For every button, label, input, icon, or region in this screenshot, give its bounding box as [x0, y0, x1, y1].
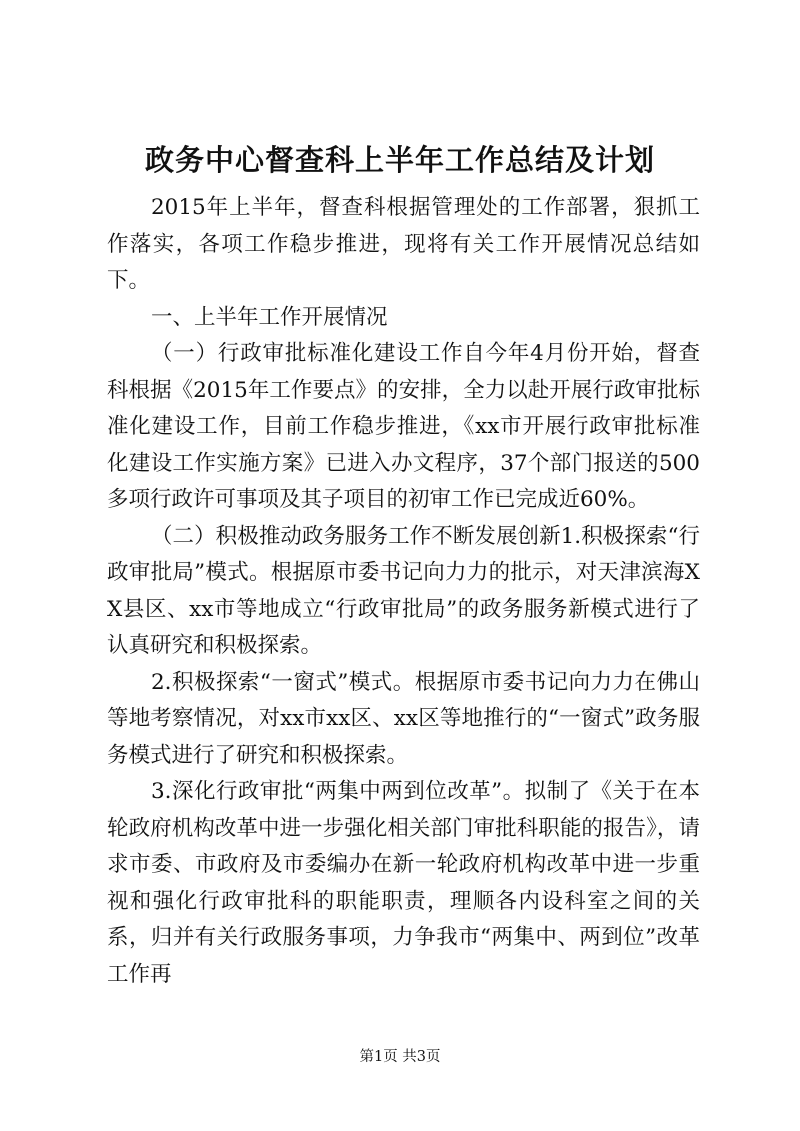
- paragraph-item-3: 2.积极探索“一窗式”模式。根据原市委书记向力力在佛山等地考察情况，对xx市xx区、xx区等地推行的“一窗式”政务服务模式进行了研究和积极探索。: [107, 669, 700, 768]
- intro-paragraph: 2015年上半年，督查科根据管理处的工作部署，狠抓工作落实，各项工作稳步推进，现将有关工作开展情况总结如下。: [107, 195, 700, 293]
- paragraph-item-2: （二）积极推动政务服务工作不断发展创新1.积极探索“行政审批局”模式。根据原市委书记向力力的批示，对天津滨海XX县区、xx市等地成立“行政审批局”的政务服务新模式进行了认真研究和积极探索。: [107, 523, 700, 658]
- paragraph-item-4: 3.深化行政审批“两集中两到位改革”。拟制了《关于在本轮政府机构改革中进一步强化相关部门审批科职能的报告》，请求市委、市政府及市委编办在新一轮政府机构改革中进一步重视和强化行政审批科的职能职责，理顺各内设科室之间的关系，归并有关行政服务事项，力争我市“两集中、两到位”改革工作再: [107, 779, 700, 987]
- page-number-footer: 第1页 共3页: [359, 1049, 441, 1065]
- document-body: [107, 190, 700, 993]
- document-title: 政务中心督查科上半年工作总结及计划: [144, 143, 655, 177]
- paragraph-item-1: （一）行政审批标准化建设工作自今年4月份开始，督查科根据《2015年工作要点》的安排，全力以赴开展行政审批标准化建设工作，目前工作稳步推进，《xx市开展行政审批标准化建设工作实施方案》已进入办文程序，37个部门报送的500多项行政许可事项及其子项目的初审工作已完成近60%。: [107, 341, 700, 512]
- section-heading: 一、上半年工作开展情况: [151, 304, 388, 330]
